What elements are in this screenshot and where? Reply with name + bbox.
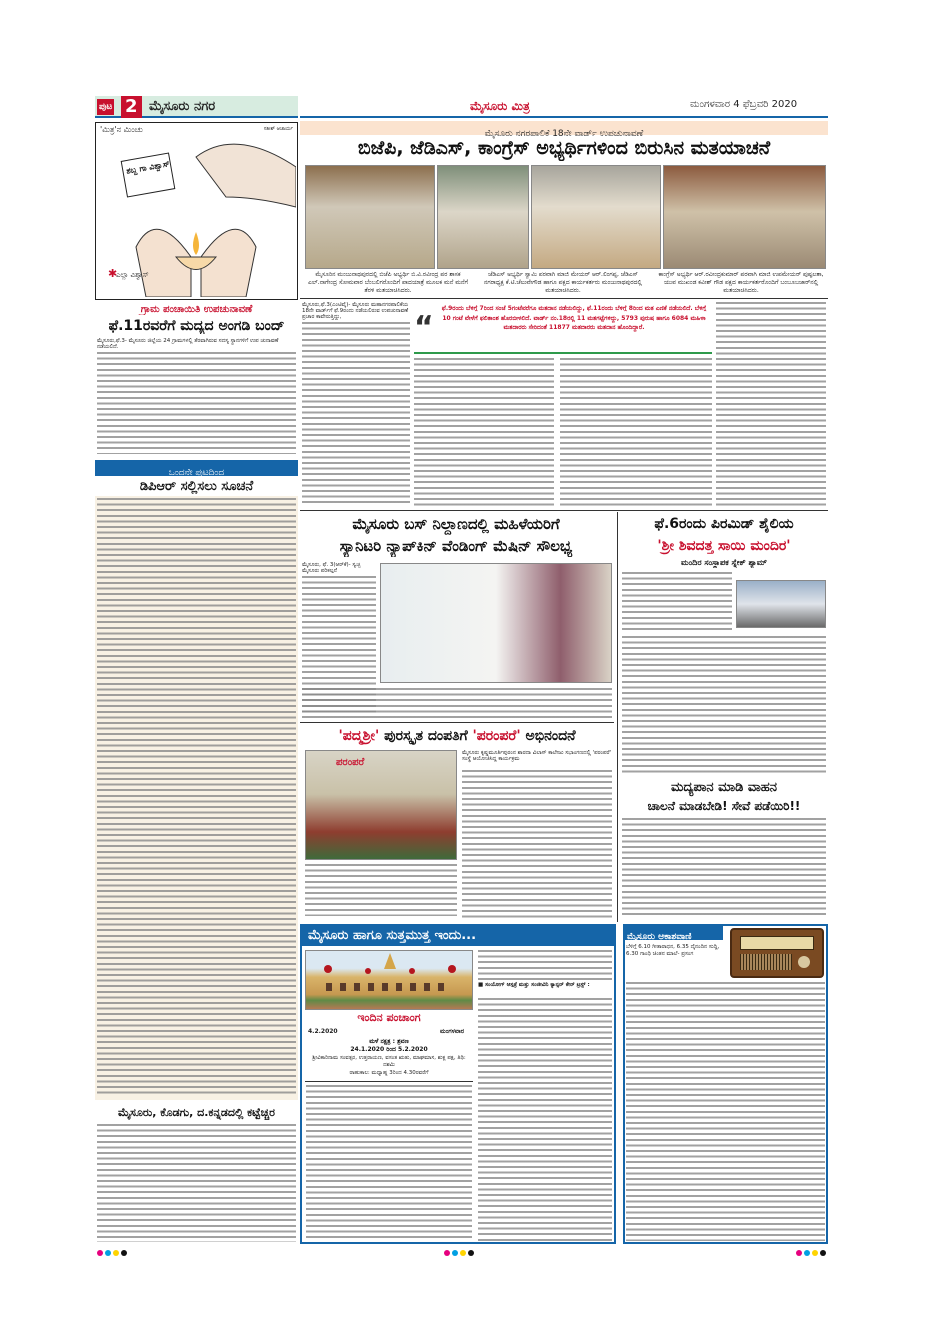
registration-dot — [113, 1250, 119, 1256]
drink-headline-1: ಮದ್ಯಪಾನ ಮಾಡಿ ವಾಹನ — [670, 780, 778, 795]
lead-kicker — [300, 121, 828, 139]
cartoon-title: 'ಮಿತ್ರ'ನ ಮಿಂಚು — [100, 125, 143, 134]
lead-caption-1: ಮೈಸೂರಿನ ಮಂಜುನಾಥಪುರದಲ್ಲಿ ಬಿಜೆಪಿ ಅಭ್ಯರ್ಥಿ ಬಿ.ವಿ.ರವೀಂದ್ರ ಪರ ಶಾಸಕ ಎಲ್.ನಾಗೇಂದ್ರ ಸೋಮವಾರ ಬೆಂಬಲಿಗರೊಂದಿಗೆ ಪಾದಯಾತ್ರೆ ಮೂಲಕ ಮನೆ ಮನೆಗೆ ತೆರಳಿ ಮತಯಾಚಿಸಿದರು. — [308, 271, 468, 294]
panchanga-title: ಇಂದಿನ ಪಂಚಾಂಗ — [357, 1011, 421, 1024]
temple-subhead: ಮಂದಿರ ಸಂಸ್ಥಾಪಕ ಸ್ನೇಕ್ ಶ್ಯಾಮ್ — [681, 558, 767, 567]
masthead: ಮೈಸೂರು ಮಿತ್ರ — [470, 99, 530, 113]
lead-kicker-text: ಮೈಸೂರು ನಗರಪಾಲಿಕೆ 18ನೇ ವಾರ್ಡ್ ಉಪಚುನಾವಣೆ — [484, 129, 644, 139]
today-body-1 — [306, 1085, 472, 1241]
gp-headline: ಫೆ.11ರವರೆಗೆ ಮದ್ಯದ ಅಂಗಡಿ ಬಂದ್ — [108, 318, 285, 334]
cartoon — [95, 122, 298, 300]
svg-text:✱: ✱ — [108, 267, 118, 280]
headline-part-padmashri: 'ಪದ್ಮಶ್ರೀ' — [338, 728, 380, 744]
today-body-3 — [478, 998, 612, 1241]
palace-silhouette — [306, 951, 473, 1010]
drink-body — [622, 818, 826, 918]
radio-title: ಮೈಸೂರು ಆಕಾಶವಾಣಿ — [627, 932, 692, 942]
bottom-body — [97, 1124, 296, 1242]
lead-photo-4 — [663, 165, 826, 269]
bus-headline-2: ಸ್ಯಾನಿಟರಿ ನ್ಯಾಪ್‌ಕಿನ್ ವೆಂಡಿಂಗ್ ಮೆಷಿನ್ ಸೌಲಭ್ಯ — [339, 537, 573, 555]
bus-body-2 — [302, 688, 612, 718]
headline-part-middle: ಪುರಸ್ಕೃತ ದಂಪತಿಗೆ — [379, 728, 473, 744]
bus-bottom-rule — [300, 722, 614, 723]
vending-machine-photo — [380, 563, 612, 683]
panchanga-rule — [305, 1081, 473, 1082]
panchanga-nakshatra: ಮಳೆ ನಕ್ಷತ್ರ : ಶ್ರವಣ — [369, 1038, 409, 1045]
temple-headline-2: 'ಶ್ರೀ ಶಿವದತ್ತ ಸಾಯಿ ಮಂದಿರ' — [657, 538, 791, 554]
gp-lead: ಮೈಸೂರು,ಫೆ.3- ಮೈಸೂರು ಜಿಲ್ಲೆಯ 24 ಗ್ರಾಮಗಳಲ್ಲಿ ತೆರವಾಗಿರುವ ಸದಸ್ಯ ಸ್ಥಾನಗಳಿಗೆ ಉಪ ಚುನಾವಣೆ ನಡೆಯಲಿದೆ. — [97, 338, 279, 350]
temple-body-1 — [622, 572, 732, 632]
lead-body-col3 — [560, 358, 712, 506]
panchanga-rahukala: ರಾಹುಕಾಲ: ಮಧ್ಯಾಹ್ನ 3ರಿಂದ 4.30ರವರೆಗೆ — [349, 1070, 429, 1076]
cartoon-bubble: ಶಬ್ದ ಗಾ ವಿಶ್ವಾಸ್ — [125, 159, 171, 176]
lead-caption-2: ಜೆಡಿಎಸ್ ಅಭ್ಯರ್ಥಿ ಸ್ವಾಮಿ ಪರವಾಗಿ ಮಾಜಿ ಮೇಯರ್ ಆರ್.ಲಿಂಗಪ್ಪ, ಜೆಡಿಎಸ್ ನಗರಾಧ್ಯಕ್ಷ ಕೆ.ಟಿ.ಚೆಲುವೇಗೌಡ ಹಾಗೂ ಪಕ್ಷದ ಕಾರ್ಯಕರ್ತರು ಮಂಜುನಾಥಪುರದಲ್ಲಿ ಮತಯಾಚಿಸಿದರು. — [484, 271, 642, 294]
lead-body-col1 — [302, 322, 410, 506]
padmashri-body — [462, 770, 612, 918]
registration-dot — [97, 1250, 103, 1256]
radio-icon — [730, 928, 824, 978]
radio-lead: ಬೆಳಿಗ್ಗೆ 6.10 ಗೀತಾರಾಧನ, 6.35 ದೈನಂದಿನ ಸುದ್ದಿ, 6.30 ಗಾಂಧಿ ಚಿಂತನ ಮಾಲೆ- ಪ್ರಸಂಗ — [626, 944, 720, 957]
lead-quote — [414, 302, 712, 354]
registration-dot — [121, 1250, 127, 1256]
panchanga-day: ಮಂಗಳವಾರ — [440, 1028, 465, 1035]
radio-title-bar — [623, 924, 723, 940]
registration-dot — [812, 1250, 818, 1256]
quote-text: ಫೆ.9ರಂದು ಬೆಳಿಗ್ಗೆ 7ರಿಂದ ಸಂಜೆ 5ಗಂಟೆವರೆಗೂ ಮತದಾನ ನಡೆಯಲಿದ್ದು, ಫೆ.11ರಂದು ಬೆಳಿಗ್ಗೆ 8ರಿಂದ ಮತ ಎಣಿಕೆ ನಡೆಯಲಿದೆ. ಬೆಳಿಗ್ಗೆ 10 ಗಂಟೆ ವೇಳೆಗೆ ಫಲಿತಾಂಶ ಹೊರಬೀಳಲಿದೆ. ವಾರ್ಡ್ ನಂ.18ರಲ್ಲಿ 11 ಮತಗಟ್ಟೆಗಳಿದ್ದು, 5793 ಪುರುಷ ಹಾಗೂ 6084 ಮಹಿಳಾ ಮತದಾರರು ಸೇರಿದಂತೆ 11877 ಮತದಾರರು ಮತದಾನ ಹೊಂದಿದ್ದಾರೆ. — [441, 305, 707, 331]
lead-photo-2 — [437, 165, 529, 269]
panchanga-date: 4.2.2020 — [308, 1028, 338, 1035]
cartoon-caption: ಎಲ್ಲಾ ವಿಶ್ವಾಸ್ — [116, 271, 149, 279]
panchanga-range: 24.1.2020 ರಿಂದ 5.2.2020 — [350, 1046, 428, 1053]
today-body-2 — [478, 950, 612, 980]
lead-photo-1 — [305, 165, 435, 269]
event-item: ■ ಸಂಯೋಗ್ ಆಸ್ಪತ್ರೆ ಮತ್ತು ಸಂಜೀವಿನಿ ಕ್ಯಾನ್ಸರ್ ಕೇರ್ ಟ್ರಸ್ಟ್ : — [478, 982, 590, 988]
page-number: 2 — [121, 96, 142, 118]
headline-part-end: ಅಭಿನಂದನೆ — [520, 728, 576, 744]
temple-body-2 — [622, 636, 826, 774]
headline-part-parampare: 'ಪರಂಪರೆ' — [472, 728, 521, 744]
lead-headline: ಬಿಜೆಪಿ, ಜೆಡಿಎಸ್, ಕಾಂಗ್ರೆಸ್ ಅಭ್ಯರ್ಥಿಗಳಿಂದ ಬಿರುಸಿನ ಮತಯಾಚನೆ — [357, 137, 771, 159]
page-section-header — [95, 96, 298, 118]
bus-lead: ಮೈಸೂರು, ಫೆ. 3(ಆರ್‌ಕೆ)- ಸ್ವಚ್ಛ ಮೈಸೂರು ಪರಿಕಲ್ಪನೆ — [302, 562, 361, 574]
panchanga-details: ಶ್ರೀವಿಕಾರಿನಾಮ ಸಂವತ್ಸರ, ಉತ್ತರಾಯಣ, ವಸಂತ ಋತು, ಮಾಘಮಾಸ, ಶುಕ್ಲ ಪಕ್ಷ, ತಿಥಿ: ದಶಮಿ — [312, 1055, 466, 1068]
temple-headline-1: ಫೆ.6ರಂದು ಪಿರಮಿಡ್ ಶೈಲಿಯ — [654, 516, 794, 532]
parampare-banner: ಪರಂಪರೆ — [336, 757, 365, 768]
registration-dot — [105, 1250, 111, 1256]
registration-dot — [468, 1250, 474, 1256]
date: ಮಂಗಳವಾರ 4 ಫೆಬ್ರವರಿ 2020 — [690, 99, 798, 110]
gp-body — [97, 352, 296, 454]
vertical-divider — [617, 512, 618, 922]
continued-bar — [95, 460, 298, 476]
drink-headline-2: ಚಾಲನೆ ಮಾಡಬೇಡಿ! ಸೇವೆ ಪಡೆಯಿರಿ!! — [647, 799, 801, 813]
today-band — [300, 924, 616, 946]
padmashri-lead: ಮೈಸೂರು ಕೃಷ್ಣಮೂರ್ತಿಪುರಂನ ಶಾರದಾ ವಿಲಾಸ್ ಕಾಲೇಜು ಸಭಾಂಗಣದಲ್ಲಿ 'ಪರಂಪರೆ' ಸಂಸ್ಥೆ ಆಯೋಜಿಸಿದ್ದ ಕಾರ್ಯಕ್ರಮ — [462, 750, 612, 762]
bottom-headline: ಮೈಸೂರು, ಕೊಡಗು, ದ.ಕನ್ನಡದಲ್ಲಿ ಕಟ್ಟೆಚ್ಚರ — [117, 1106, 275, 1119]
continued-label: ಒಂದನೇ ಪುಟದಿಂದ — [168, 468, 225, 478]
dpr-headline: ಡಿಪಿಆರ್ ಸಲ್ಲಿಸಲು ಸೂಚನೆ — [139, 479, 254, 494]
lead-photo-3 — [531, 165, 661, 269]
today-band-title: ಮೈಸೂರು ಹಾಗೂ ಸುತ್ತಮುತ್ತ ಇಂದು... — [308, 928, 477, 943]
lead-body-col4 — [716, 302, 826, 506]
cartoon-artist: ಸತೀಶ್ ಆಚಾರ್ಯ — [263, 126, 293, 132]
registration-dot — [460, 1250, 466, 1256]
page-label: ಪುಟ — [97, 99, 114, 115]
mysore-palace-photo — [305, 950, 473, 1010]
caption-rule — [300, 298, 828, 299]
padmashri-photo — [305, 750, 457, 860]
quote-icon: “ — [414, 310, 434, 345]
gp-kicker: ಗ್ರಾಮ ಪಂಚಾಯಿತಿ ಉಪಚುನಾವಣೆ — [140, 304, 253, 315]
registration-dot — [804, 1250, 810, 1256]
header-rule — [300, 116, 828, 118]
lead-bottom-rule — [300, 510, 828, 511]
registration-dot — [796, 1250, 802, 1256]
padmashri-headline — [300, 726, 614, 746]
section-title: ಮೈಸೂರು ನಗರ — [149, 99, 216, 114]
lead-caption-3: ಕಾಂಗ್ರೆಸ್ ಅಭ್ಯರ್ಥಿ ಆರ್.ರವೀಂದ್ರಕುಮಾರ್ ಪರವಾಗಿ ಮಾಜಿ ಉಪಮೇಯರ್ ಪುಷ್ಪಲತಾ, ಯುವ ಮುಖಂಡ ಕವೀಶ್ ಗೌಡ ಪಕ್ಷದ ಕಾರ್ಯಕರ್ತರೊಂದಿಗೆ ಬಂಬೂಬಜಾರ್‌ನಲ್ಲಿ ಮತಯಾಚಿಸಿದರು. — [658, 271, 824, 294]
temple-photo — [736, 580, 826, 628]
registration-dot — [444, 1250, 450, 1256]
radio-body — [626, 982, 825, 1241]
dpr-body — [97, 498, 296, 1096]
padmashri-caption — [305, 864, 457, 916]
lead-body-col2 — [414, 358, 554, 506]
bus-headline-1: ಮೈಸೂರು ಬಸ್ ನಿಲ್ದಾಣದಲ್ಲಿ ಮಹಿಳೆಯರಿಗೆ — [352, 515, 560, 533]
registration-dot — [820, 1250, 826, 1256]
lead-body-lead: ಮೈಸೂರು,ಫೆ.3(ಎಂಟಿವೈ)- ಮೈಸೂರು ಮಹಾನಗರಪಾಲಿಕೆಯ 18ನೇ ವಾರ್ಡ್‌ಗೆ ಫೆ.9ರಂದು ನಡೆಯಲಿರುವ ಉಪಚುನಾವಣೆ ಪ್ರಚಾರ ಕಾವೇರುತ್ತಿದ್ದು, — [302, 302, 409, 320]
registration-dot — [452, 1250, 458, 1256]
